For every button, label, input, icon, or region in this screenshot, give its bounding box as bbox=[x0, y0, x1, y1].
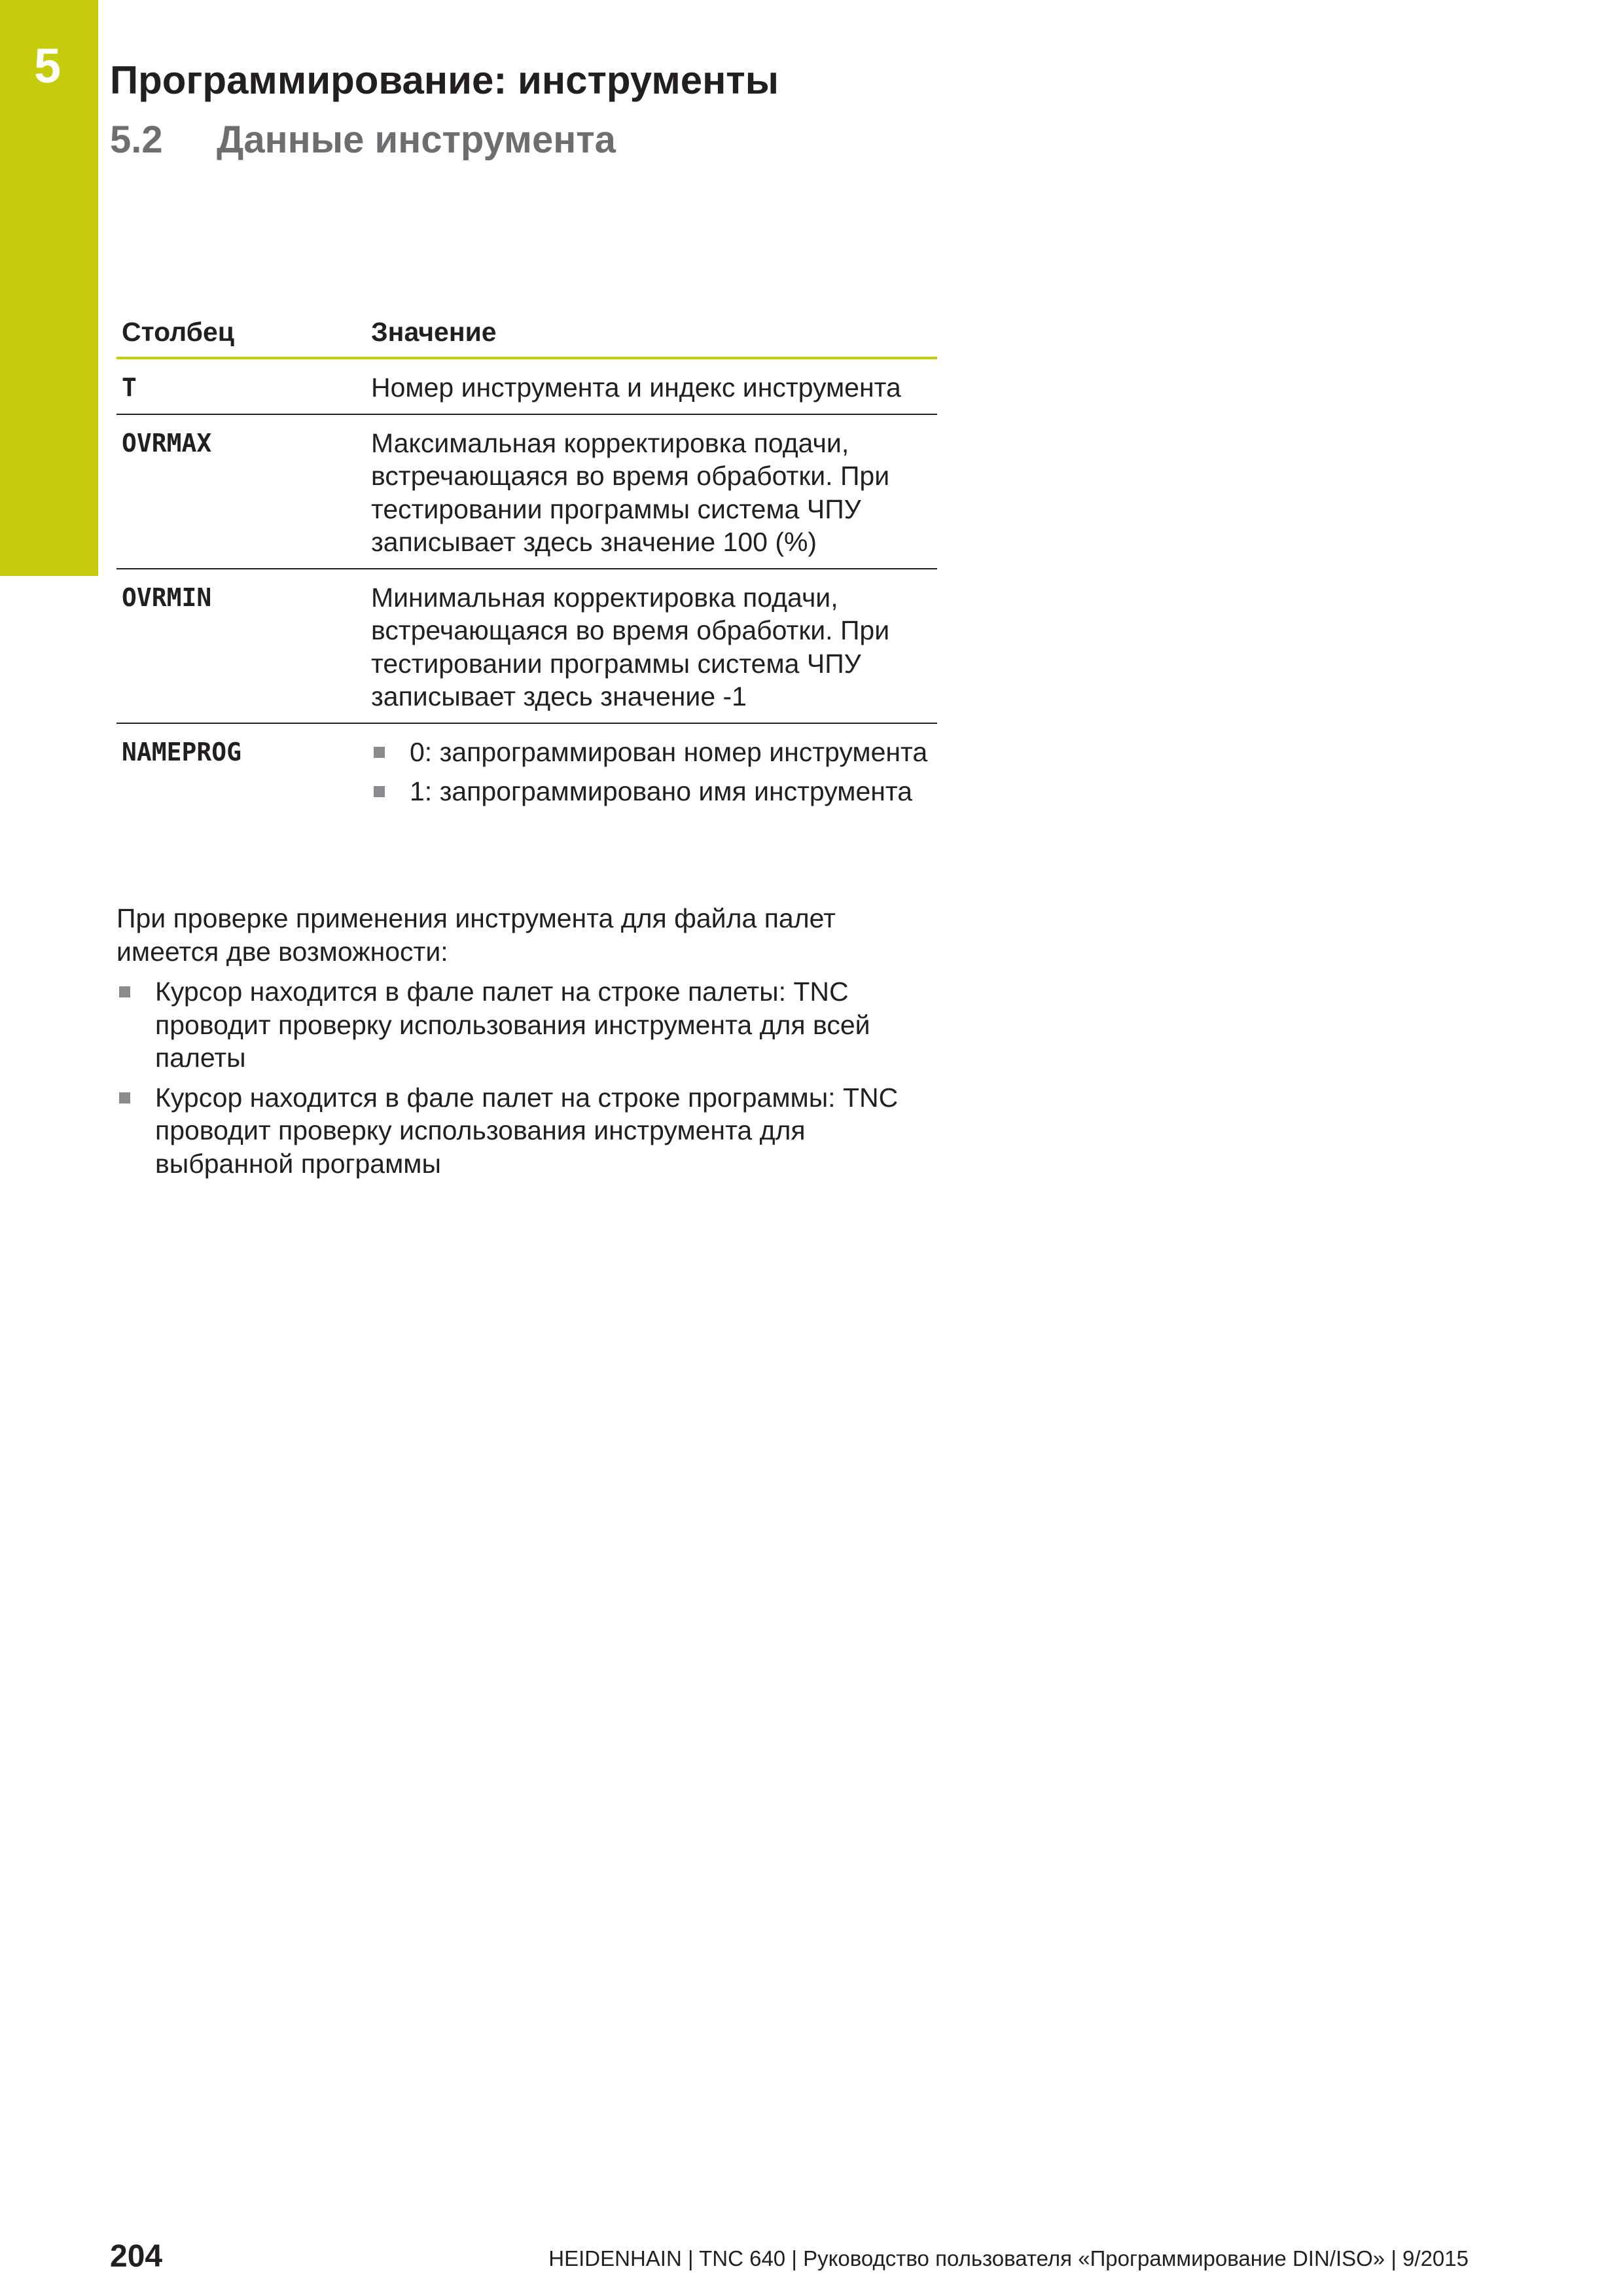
row-value bbox=[371, 736, 937, 815]
row-value: Минимальная корректировка подачи, встречающаяся во время обработки. При тестировании программы система ЧПУ записывает здесь значение -1 bbox=[371, 582, 890, 711]
chapter-tab bbox=[0, 0, 98, 576]
page-number: 204 bbox=[110, 2239, 163, 2274]
column-header-name: Столбец bbox=[122, 317, 235, 347]
footer-text: HEIDENHAIN | TNC 640 | Руководство пользователя «Программирование DIN/ISO» | 9/2015 bbox=[548, 2246, 1469, 2270]
table-header bbox=[116, 308, 937, 359]
row-name: OVRMIN bbox=[122, 583, 212, 612]
row-name: T bbox=[122, 373, 137, 402]
section-number: 5.2 bbox=[110, 118, 163, 161]
list-item bbox=[116, 1081, 928, 1181]
list-item bbox=[371, 736, 937, 769]
square-bullet-icon bbox=[119, 1092, 130, 1103]
list-item-text: 0: запрограммирован номер инструмента bbox=[410, 736, 928, 767]
list-item-text: 1: запрограммировано имя инструмента bbox=[410, 776, 913, 806]
intro-paragraph: При проверке применения инструмента для файла палет имеется две возможности: bbox=[116, 903, 836, 967]
row-value: Максимальная корректировка подачи, встречающаяся во время обработки. При тестировании программы система ЧПУ записывает здесь значение 100 (%) bbox=[371, 427, 890, 557]
section-title bbox=[110, 118, 616, 162]
list-item-text: Курсор находится в фале палет на строке палеты: TNC проводит проверку использования инструмента для всей палеты bbox=[155, 977, 870, 1073]
row-name: OVRMAX bbox=[122, 428, 212, 457]
table-row bbox=[116, 415, 937, 569]
value-list bbox=[371, 736, 937, 808]
list-item bbox=[371, 775, 937, 808]
square-bullet-icon bbox=[374, 747, 385, 758]
column-table bbox=[116, 308, 937, 824]
options-list bbox=[116, 975, 928, 1187]
table-row bbox=[116, 359, 937, 415]
list-item-text: Курсор находится в фале палет на строке программы: TNC проводит проверку использования инструмента для выбранной программы bbox=[155, 1082, 899, 1179]
table-row bbox=[116, 724, 937, 824]
section-title-text: Данные инструмента bbox=[217, 118, 616, 161]
square-bullet-icon bbox=[119, 986, 130, 997]
row-value: Номер инструмента и индекс инструмента bbox=[371, 372, 901, 403]
chapter-title: Программирование: инструменты bbox=[110, 58, 779, 102]
list-item bbox=[116, 975, 928, 1075]
square-bullet-icon bbox=[374, 786, 385, 797]
column-header-value: Значение bbox=[371, 317, 497, 347]
table-row bbox=[116, 569, 937, 724]
chapter-number: 5 bbox=[34, 39, 62, 93]
row-name: NAMEPROG bbox=[122, 737, 242, 766]
